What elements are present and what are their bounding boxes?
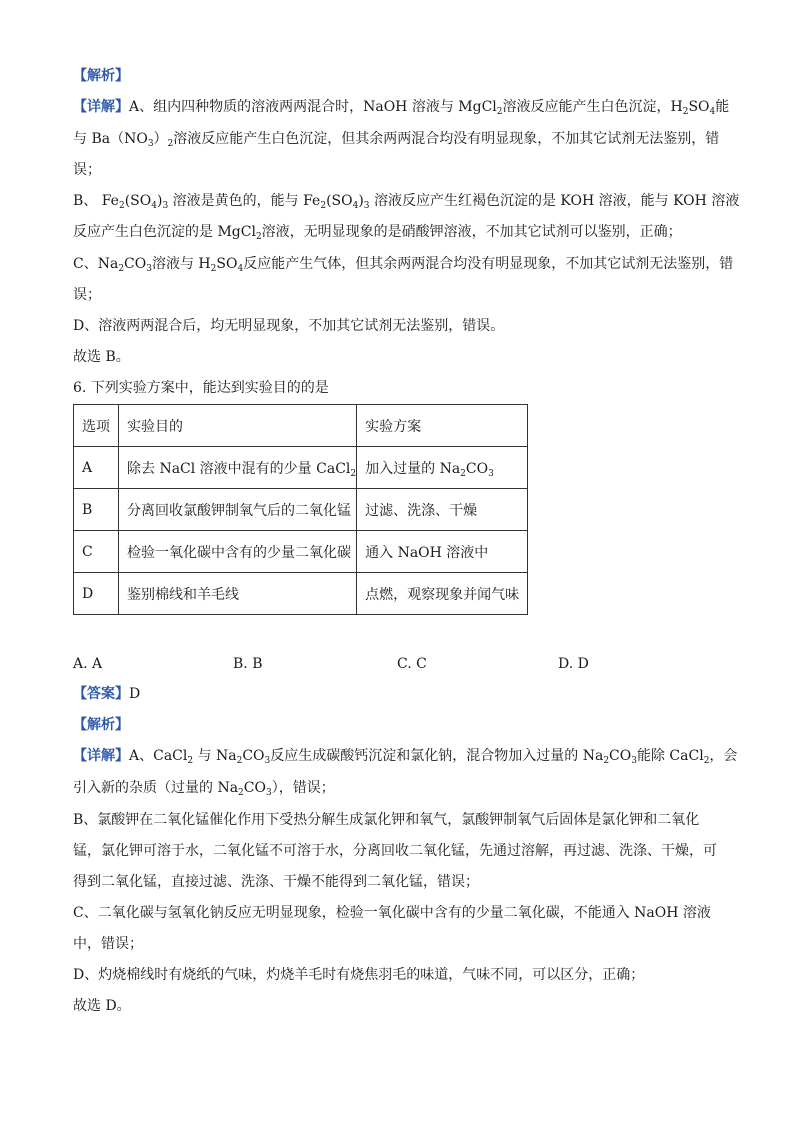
table-row bbox=[74, 447, 528, 489]
table-row bbox=[74, 573, 528, 615]
experiment-table bbox=[73, 404, 528, 615]
explanation-line: C、二氧化碳与氢氧化钠反应无明显现象，检验一氧化碳中含有的少量二氧化碳，不能通入 NaOH 溶液 bbox=[73, 905, 711, 921]
purpose-cell: 检验一氧化碳中含有的少量二氧化碳 bbox=[119, 531, 357, 573]
explanation-line: B、氯酸钾在二氧化锰催化作用下受热分解生成氯化钾和氧气，氯酸钾制氧气后固体是氯化钾和二氧化 bbox=[73, 812, 700, 828]
method-cell: 加入过量的 $Na_2CO_3$ bbox=[357, 447, 528, 489]
conclusion-line: 故选 B。 bbox=[73, 349, 130, 365]
explanation-line: 反应产生白色沉淀的是 MgCl$_2$溶液，无明显现象的是硝酸钾溶液，不加其它试剂可以鉴别，正确； bbox=[73, 224, 682, 242]
purpose-cell: 除去 NaCl 溶液中混有的少量 CaCl$_2$ bbox=[119, 447, 357, 489]
conclusion-line: 故选 D。 bbox=[73, 998, 131, 1014]
explanation-line: 误； bbox=[73, 287, 101, 303]
header-cell: 实验目的 bbox=[119, 405, 357, 447]
explanation-line: C、$Na_2CO_3$溶液与 $H_2SO_4$反应能产生气体，但其余两两混合均没有明显现象，不加其它试剂无法鉴别，错 bbox=[73, 256, 734, 274]
table-header-row bbox=[74, 405, 528, 447]
explanation-line: 【详解】A、CaCl$_2$ 与 $Na_2CO_3$反应生成碳酸钙沉淀和氯化钠，混合物加入过量的 $Na_2CO_3$能除 CaCl$_2$，会 bbox=[73, 748, 738, 766]
explanation-line: 得到二氧化锰，直接过滤、洗涤、干燥不能得到二氧化锰，错误； bbox=[73, 874, 479, 890]
answer-line: 【答案】D bbox=[73, 686, 141, 702]
method-cell: 过滤、洗涤、干燥 bbox=[357, 489, 528, 531]
answer-option-b: B. B bbox=[233, 656, 263, 672]
explanation-line: 与 $Ba(NO_3)_2$溶液反应能产生白色沉淀，但其余两两混合均没有明显现象，不加其它试剂无法鉴别，错 bbox=[73, 131, 720, 149]
header-cell: 实验方案 bbox=[357, 405, 528, 447]
explanation-line: 引入新的杂质（过量的 $Na_2CO_3$），错误； bbox=[73, 780, 335, 798]
explanation-line: 中，错误； bbox=[73, 936, 143, 952]
method-cell: 点燃，观察现象并闻气味 bbox=[357, 573, 528, 615]
option-cell: A bbox=[74, 447, 119, 489]
analysis-heading-2: 【解析】 bbox=[73, 717, 129, 733]
purpose-cell: 分离回收氯酸钾制氧气后的二氧化锰 bbox=[119, 489, 357, 531]
option-cell: B bbox=[74, 489, 119, 531]
explanation-line: D、溶液两两混合后，均无明显现象，不加其它试剂无法鉴别，错误。 bbox=[73, 318, 505, 334]
answer-option-a: A. A bbox=[73, 656, 103, 672]
explanation-line: 【详解】A、组内四种物质的溶液两两混合时，NaOH 溶液与 MgCl$_2$溶液反应能产生白色沉淀，$H_2SO_4$能 bbox=[73, 99, 730, 117]
option-cell: C bbox=[74, 531, 119, 573]
method-cell: 通入 NaOH 溶液中 bbox=[357, 531, 528, 573]
option-cell: D bbox=[74, 573, 119, 615]
explanation-line: 误； bbox=[73, 162, 101, 178]
analysis-heading-1: 【解析】 bbox=[73, 68, 129, 84]
question-stem: 6. 下列实验方案中，能达到实验目的的是 bbox=[73, 380, 329, 396]
explanation-line: 锰，氯化钾可溶于水，二氧化锰不可溶于水，分离回收二氧化锰，先通过溶解，再过滤、洗涤、干燥，可 bbox=[73, 843, 717, 859]
explanation-line: B、 $Fe_2(SO_4)_3$ 溶液是黄色的，能与 $Fe_2(SO_4)_3$ 溶液反应产生红褐色沉淀的是 KOH 溶液，能与 KOH 溶液 bbox=[73, 193, 740, 211]
answer-value: D bbox=[129, 686, 141, 702]
table-row bbox=[74, 531, 528, 573]
answer-option-d: D. D bbox=[558, 656, 589, 672]
explanation-line: D、灼烧棉线时有烧纸的气味，灼烧羊毛时有烧焦羽毛的味道，气味不同，可以区分，正确； bbox=[73, 967, 645, 983]
table-row bbox=[74, 489, 528, 531]
purpose-cell: 鉴别棉线和羊毛线 bbox=[119, 573, 357, 615]
answer-option-c: C. C bbox=[397, 656, 427, 672]
header-cell: 选项 bbox=[74, 405, 119, 447]
